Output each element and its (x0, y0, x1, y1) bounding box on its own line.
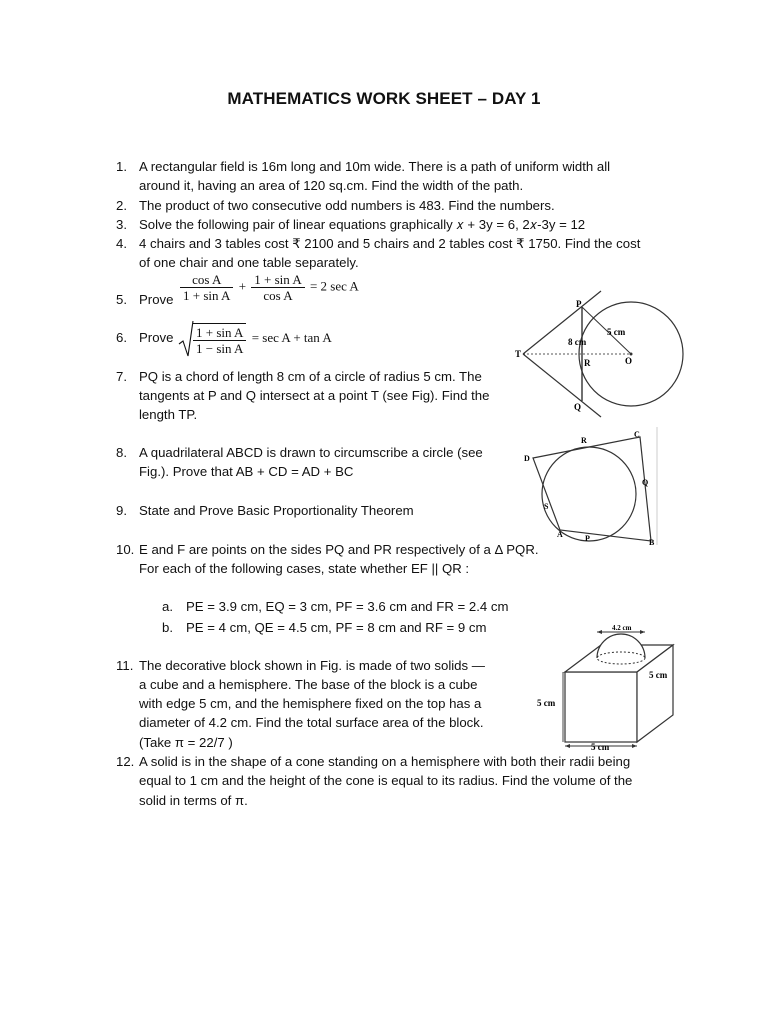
question-number: 8. (116, 445, 127, 460)
edge-label-bottom: 5 cm (591, 742, 610, 752)
question-number: 7. (116, 369, 127, 384)
subitem-text: PE = 3.9 cm, EQ = 3 cm, PF = 3.6 cm and FR = 2.4 cm (186, 599, 509, 614)
question-9-line-1: State and Prove Basic Proportionality Theorem (139, 503, 414, 518)
vertex-a-label: A (557, 530, 563, 539)
question-4-line-1: 4 chairs and 3 tables cost ₹ 2100 and 5 chairs and 2 tables cost ₹ 1750. Find the cost (139, 236, 641, 251)
question-1-line-1: A rectangular field is 16m long and 10m wide. There is a path of uniform width all (139, 159, 611, 174)
question-number: 1. (116, 159, 127, 174)
fraction-numerator: cos A (180, 272, 233, 288)
question-11-line-5: (Take π = 22/7 ) (139, 735, 233, 750)
point-p-label: P (576, 299, 582, 309)
question-8-line-1: A quadrilateral ABCD is drawn to circumscribe a circle (see (139, 445, 483, 460)
prove-label: Prove (139, 292, 174, 307)
cube-hemisphere-figure (533, 620, 683, 755)
vertex-c-label: C (634, 430, 640, 439)
tangent-point-s-label: S (544, 502, 549, 511)
point-o-label: O (625, 356, 633, 366)
question-number: 10. (116, 542, 135, 557)
question-number: 11. (116, 658, 134, 673)
question-7-line-3: length TP. (139, 407, 198, 422)
subitem-text: PE = 4 cm, QE = 4.5 cm, PF = 8 cm and RF = 9 cm (186, 620, 487, 635)
question-number: 3. (116, 217, 127, 232)
subitem-label: b. (162, 620, 173, 635)
question-11-line-3: with edge 5 cm, and the hemisphere fixed on the top has a (139, 696, 482, 711)
question-number: 2. (116, 198, 127, 213)
question-number: 6. (116, 330, 127, 345)
radius-length-label: 5 cm (607, 327, 626, 337)
identity-equation-6 (178, 320, 332, 358)
quadrilateral-circle-figure (515, 425, 660, 550)
question-10-line-1: E and F are points on the sides PQ and PR respectively of a Δ PQR. (139, 542, 539, 557)
point-r-label: R (584, 358, 591, 368)
chord-length-label: 8 cm (568, 337, 587, 347)
fraction-denominator: cos A (263, 288, 293, 303)
question-11-line-4: diameter of 4.2 cm. Find the total surface area of the block. (139, 715, 484, 730)
fraction-numerator: 1 + sin A (251, 272, 304, 288)
vertex-d-label: D (524, 454, 530, 463)
edge-label-left: 5 cm (537, 698, 556, 708)
question-2-line-1: The product of two consecutive odd numbers is 483. Find the numbers. (139, 198, 555, 213)
question-1-line-2: around it, having an area of 120 sq.cm. Find the width of the path. (139, 178, 524, 193)
diameter-label: 4.2 cm (612, 624, 632, 632)
question-7-line-2: tangents at P and Q intersect at a point T (see Fig). Find the (139, 388, 490, 403)
question-11-line-2: a cube and a hemisphere. The base of the block is a cube (139, 677, 478, 692)
subitem-label: a. (162, 599, 173, 614)
circle-tangents-figure (510, 288, 690, 418)
tangent-point-q-label: Q (642, 478, 649, 487)
question-number: 4. (116, 236, 127, 251)
question-10-line-2: For each of the following cases, state whether EF || QR : (139, 561, 470, 576)
equation-rhs: = sec A + tan A (251, 329, 332, 345)
fraction-denominator: 1 − sin A (196, 340, 244, 356)
question-8-line-2: Fig.). Prove that AB + CD = AD + BC (139, 464, 354, 479)
point-q-label: Q (574, 402, 582, 412)
question-12-line-2: equal to 1 cm and the height of the cone is equal to its radius. Find the volume of the (139, 773, 633, 788)
fraction-numerator: 1 + sin A (193, 325, 246, 341)
question-12-line-1: A solid is in the shape of a cone standing on a hemisphere with both their radii being (139, 754, 631, 769)
question-3-line-1: Solve the following pair of linear equations graphically 𝑥 + 3y = 6, 2𝑥-3y = 12 (139, 217, 586, 232)
question-number: 5. (116, 292, 127, 307)
question-4-line-2: of one chair and one table separately. (139, 255, 359, 270)
prove-label: Prove (139, 330, 174, 345)
sqrt-sign-icon (178, 320, 194, 358)
identity-equation-5 (178, 272, 359, 303)
vertex-b-label: B (649, 538, 655, 547)
question-number: 9. (116, 503, 127, 518)
tangent-point-r-label: R (581, 436, 587, 445)
point-t-label: T (515, 349, 522, 359)
plus-sign: + (238, 278, 247, 294)
question-7-line-1: PQ is a chord of length 8 cm of a circle of radius 5 cm. The (139, 369, 482, 384)
question-12-line-3: solid in terms of π. (139, 793, 248, 808)
edge-label-right: 5 cm (649, 670, 668, 680)
worksheet-title: MATHEMATICS WORK SHEET – DAY 1 (227, 89, 541, 108)
question-number: 12. (116, 754, 135, 769)
tangent-point-p-label: P (585, 534, 590, 543)
fraction-denominator: 1 + sin A (183, 288, 231, 303)
question-11-line-1: The decorative block shown in Fig. is made of two solids — (139, 658, 485, 673)
equation-rhs: = 2 sec A (309, 278, 359, 294)
